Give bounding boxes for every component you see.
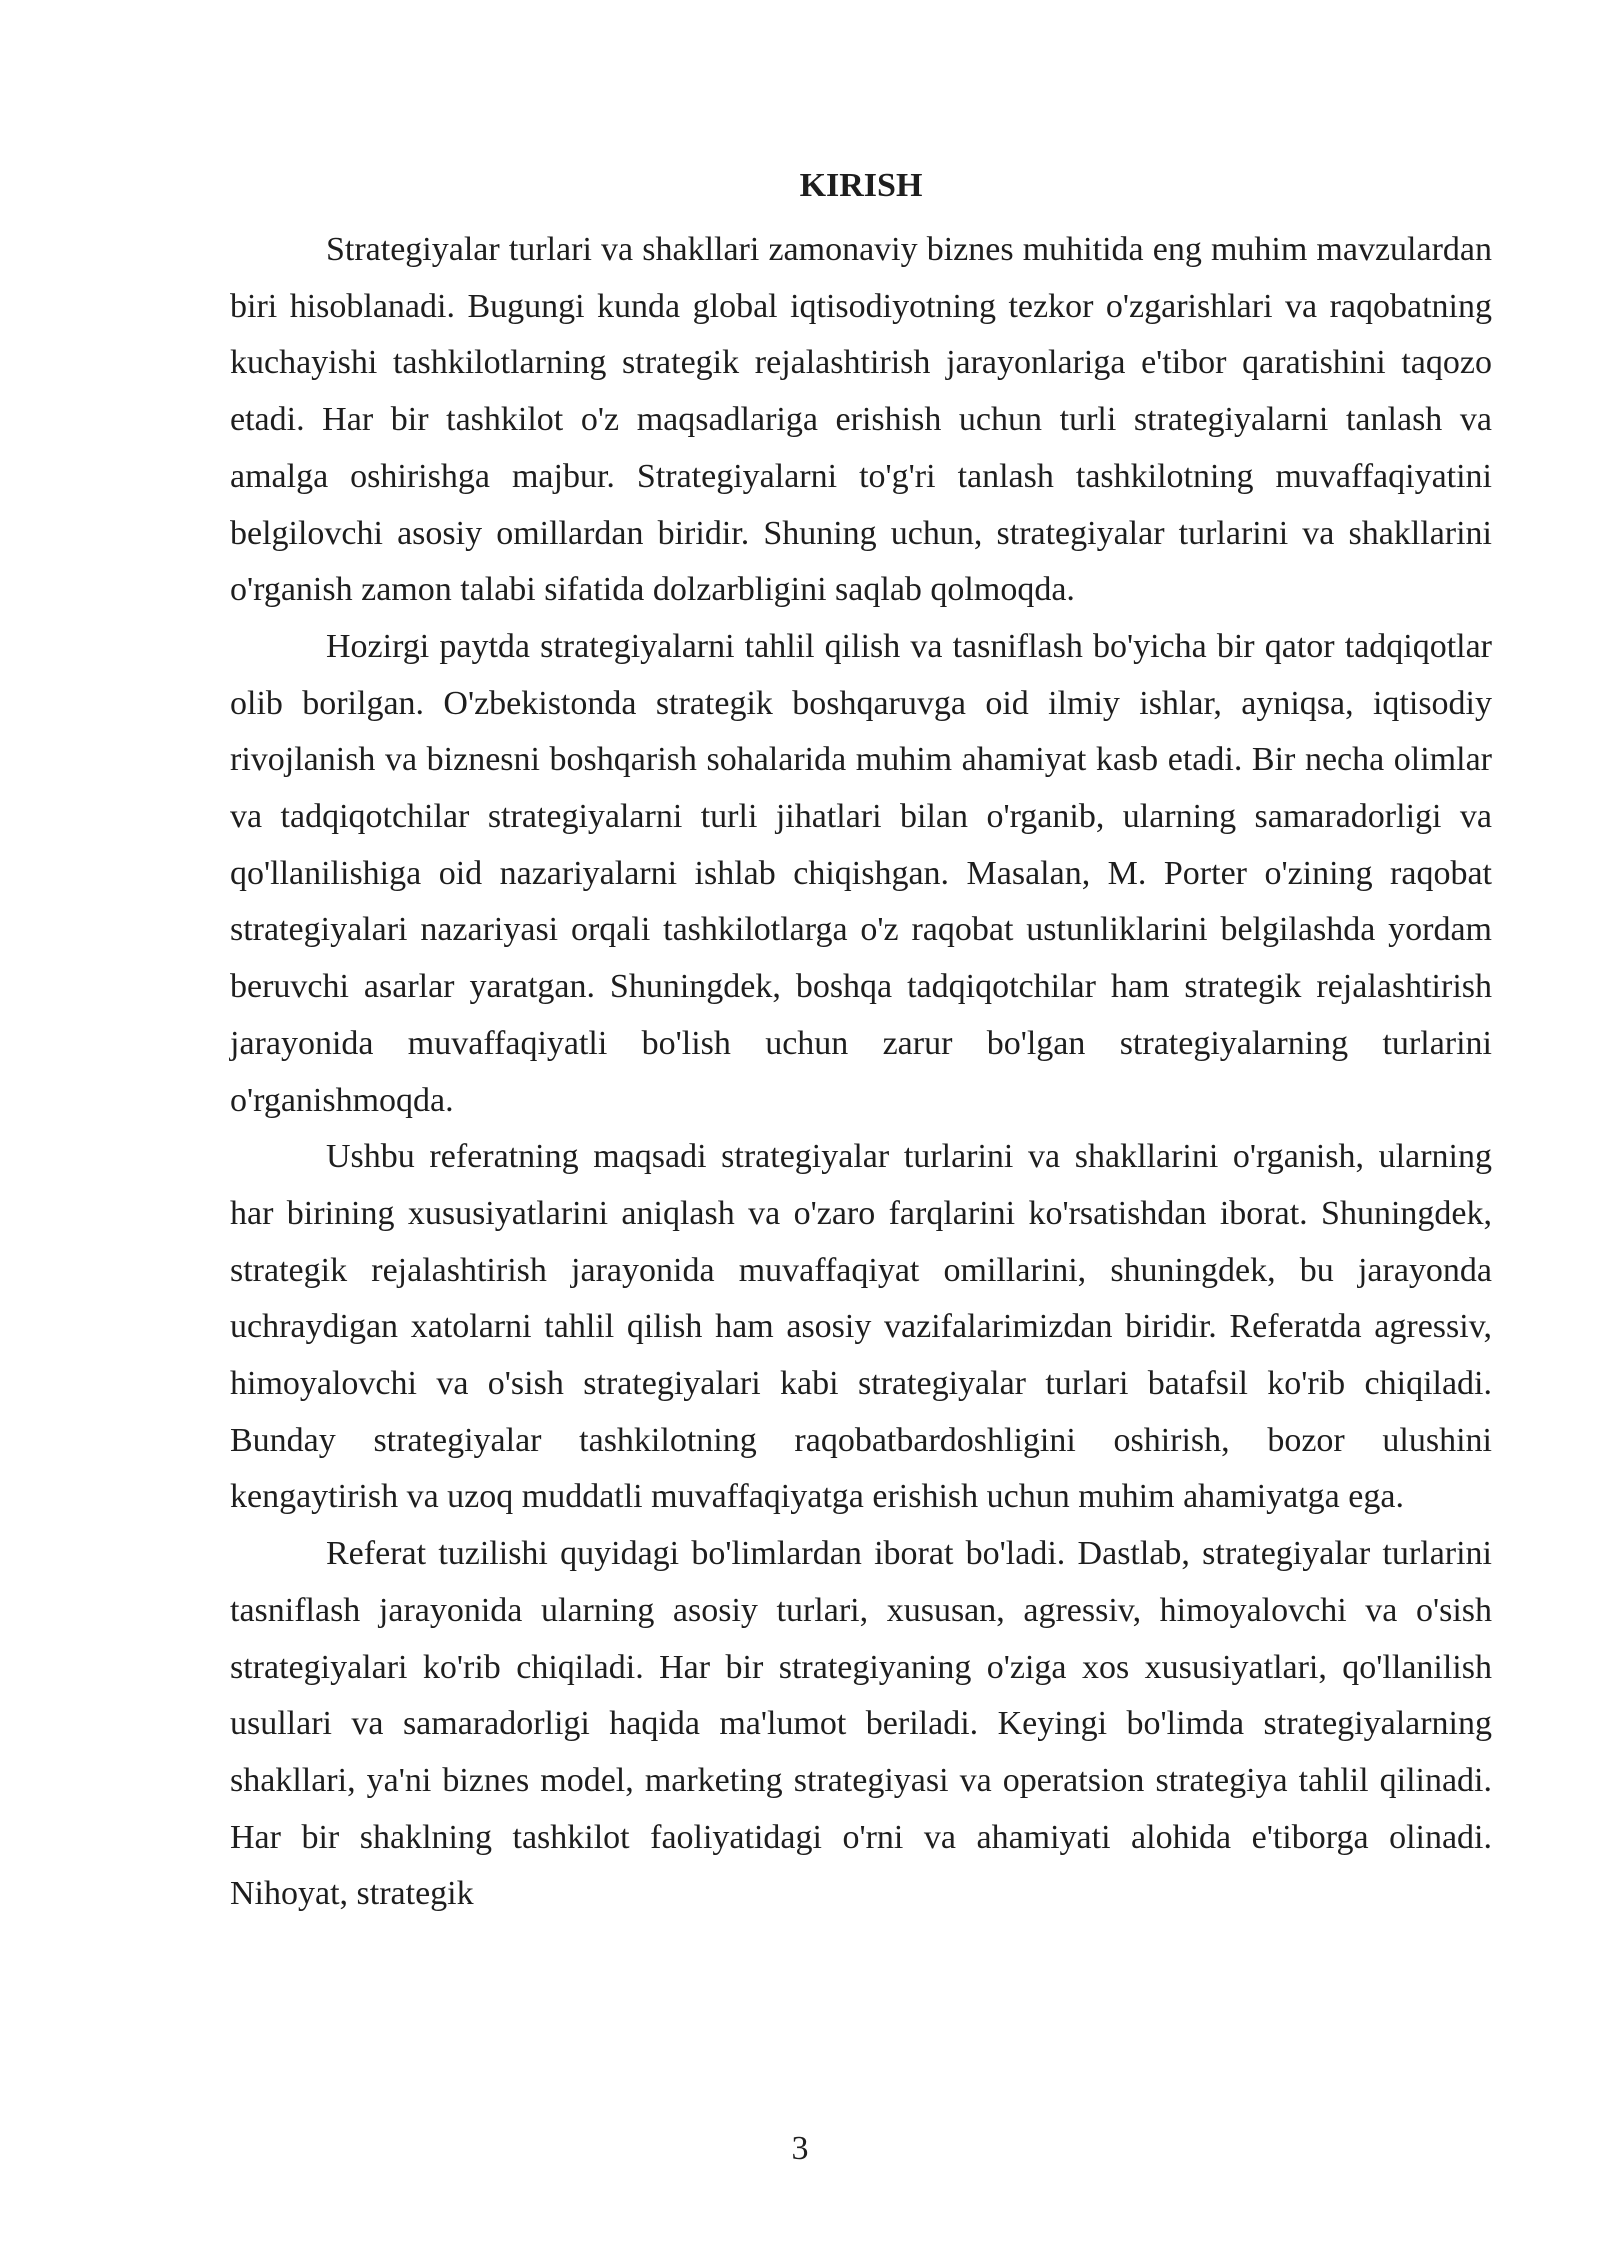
paragraph-2: Hozirgi paytda strategiyalarni tahlil qilish va tasniflash bo'yicha bir qator tadqiqotlar olib borilgan. O'zbekistonda strategik boshqaruvga oid ilmiy ishlar, ayniqsa, iqtisodiy rivojlanish va biznesni boshqarish sohalarida muhim ahamiyat kasb etadi. Bir necha olimlar va tadqiqotchilar strategiyalarni turli jihatlari bilan o'rganib, ularning samaradorligi va qo'llanilishiga oid nazariyalarni ishlab chiqishgan. Masalan, M. Porter o'zining raqobat strategiyalari nazariyasi orqali tashkilotlarga o'z raqobat ustunliklarini belgilashda yordam beruvchi asarlar yaratgan. Shuningdek, boshqa tadqiqotchilar ham strategik rejalashtirish jarayonida muvaffaqiyatli bo'lish uchun zarur bo'lgan strategiyalarning turlarini o'rganishmoqda. [230,627,1492,1119]
paragraph-4: Referat tuzilishi quyidagi bo'limlardan iborat bo'ladi. Dastlab, strategiyalar turlarini tasniflash jarayonida ularning asosiy turlari, xususan, agressiv, himoyalovchi va o'sish strategiyalari ko'rib chiqiladi. Har bir strategiyaning o'ziga xos xususiyatlari, qo'llanilish usullari va samaradorligi haqida ma'lumot beriladi. Keyingi bo'limda strategiyalarning shakllari, ya'ni biznes model, marketing strategiyasi va operatsion strategiya tahlil qilinadi. Har bir shaklning tashkilot faoliyatidagi o'rni va ahamiyati alohida e'tiborga olinadi. Nihoyat, strategik [230,1535,1492,1913]
section-title: KIRISH [799,167,923,204]
paragraph-1: Strategiyalar turlari va shakllari zamonaviy biznes muhitida eng muhim mavzulardan biri hisoblanadi. Bugungi kunda global iqtisodiyotning tezkor o'zgarishlari va raqobatning kuchayishi tashkilotlarning strategik rejalashtirish jarayonlariga e'tibor qaratishini taqozo etadi. Har bir tashkilot o'z maqsadlariga erishish uchun turli strategiyalarni tanlash va amalga oshirishga majbur. Strategiyalarni to'g'ri tanlash tashkilotning muvaffaqiyatini belgilovchi asosiy omillardan biridir. Shuning uchun, strategiyalar turlarini va shakllarini o'rganish zamon talabi sifatida dolzarbligini saqlab qolmoqda. [230,231,1492,609]
paragraph-3: Ushbu referatning maqsadi strategiyalar turlarini va shakllarini o'rganish, ularning har birining xususiyatlarini aniqlash va o'zaro farqlarini ko'rsatishdan iborat. Shuningdek, strategik rejalashtirish jarayonida muvaffaqiyat omillarini, shuningdek, bu jarayonda uchraydigan xatolarni tahlil qilish ham asosiy vazifalarimizdan biridir. Referatda agressiv, himoyalovchi va o'sish strategiyalari kabi strategiyalar turlari batafsil ko'rib chiqiladi. Bunday strategiyalar tashkilotning raqobatbardoshligini oshirish, bozor ulushini kengaytirish va uzoq muddatli muvaffaqiyatga erishish uchun muhim ahamiyatga ega. [230,1138,1492,1516]
page-number: 3 [791,2130,809,2167]
page-content [230,158,1492,1923]
